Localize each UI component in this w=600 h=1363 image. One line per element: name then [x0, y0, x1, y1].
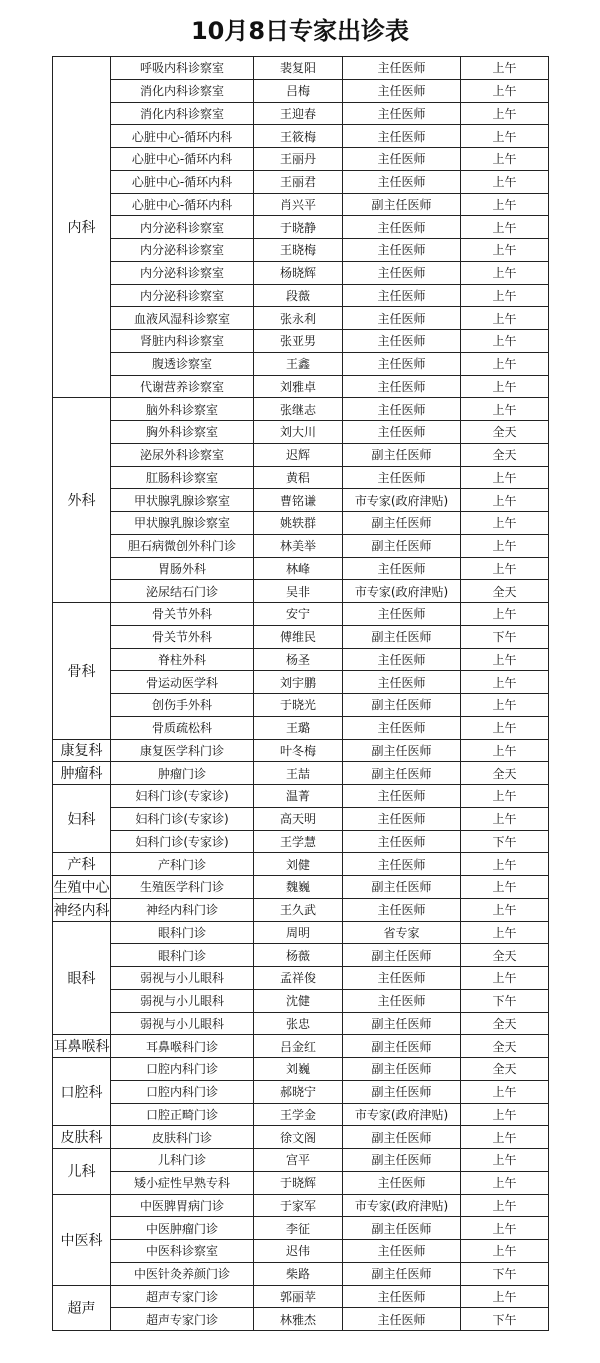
clinic-cell: 弱视与小儿眼科 [111, 989, 254, 1012]
clinic-cell: 泌尿外科诊察室 [111, 443, 254, 466]
table-row [53, 261, 549, 284]
clinic-cell: 代谢营养诊察室 [111, 375, 254, 398]
session-cell: 上午 [461, 512, 549, 535]
title-cell: 主任医师 [343, 307, 461, 330]
session-cell: 上午 [461, 170, 549, 193]
table-row [53, 1126, 549, 1149]
table-row [53, 102, 549, 125]
title-cell: 副主任医师 [343, 193, 461, 216]
doctor-cell: 张继志 [254, 398, 343, 421]
clinic-cell: 脑外科诊察室 [111, 398, 254, 421]
title-cell: 主任医师 [343, 284, 461, 307]
clinic-cell: 中医肿瘤门诊 [111, 1217, 254, 1240]
table-row [53, 739, 549, 762]
doctor-cell: 吕梅 [254, 79, 343, 102]
doctor-cell: 王晓梅 [254, 239, 343, 262]
title-cell: 副主任医师 [343, 1126, 461, 1149]
title-cell: 主任医师 [343, 466, 461, 489]
clinic-cell: 眼科门诊 [111, 921, 254, 944]
doctor-cell: 李征 [254, 1217, 343, 1240]
title-cell: 副主任医师 [343, 625, 461, 648]
clinic-cell: 甲状腺乳腺诊察室 [111, 512, 254, 535]
title-cell: 市专家(政府津贴) [343, 580, 461, 603]
session-cell: 下午 [461, 989, 549, 1012]
session-cell: 全天 [461, 1058, 549, 1081]
title-cell: 主任医师 [343, 148, 461, 171]
department-cell: 口腔科 [53, 1058, 111, 1126]
doctor-cell: 吴非 [254, 580, 343, 603]
department-cell: 妇科 [53, 785, 111, 853]
clinic-cell: 肾脏内科诊察室 [111, 330, 254, 353]
table-row [53, 830, 549, 853]
table-row [53, 580, 549, 603]
doctor-cell: 于晓辉 [254, 1171, 343, 1194]
session-cell: 下午 [461, 830, 549, 853]
doctor-cell: 刘大川 [254, 421, 343, 444]
clinic-cell: 生殖医学科门诊 [111, 876, 254, 899]
session-cell: 上午 [461, 921, 549, 944]
doctor-cell: 张永利 [254, 307, 343, 330]
title-cell: 主任医师 [343, 102, 461, 125]
table-row [53, 193, 549, 216]
session-cell: 上午 [461, 807, 549, 830]
clinic-cell: 胃肠外科 [111, 557, 254, 580]
doctor-cell: 王鑫 [254, 352, 343, 375]
department-cell: 皮肤科 [53, 1126, 111, 1149]
clinic-cell: 口腔内科门诊 [111, 1058, 254, 1081]
table-row [53, 1080, 549, 1103]
clinic-cell: 肿瘤门诊 [111, 762, 254, 785]
title-cell: 副主任医师 [343, 512, 461, 535]
department-cell: 内科 [53, 57, 111, 398]
title-cell: 副主任医师 [343, 944, 461, 967]
clinic-cell: 心脏中心-循环内科 [111, 125, 254, 148]
doctor-cell: 刘健 [254, 853, 343, 876]
session-cell: 上午 [461, 216, 549, 239]
doctor-cell: 宫平 [254, 1149, 343, 1172]
title-cell: 主任医师 [343, 57, 461, 80]
clinic-cell: 弱视与小儿眼科 [111, 1012, 254, 1035]
doctor-cell: 肖兴平 [254, 193, 343, 216]
doctor-cell: 王喆 [254, 762, 343, 785]
table-row [53, 1262, 549, 1285]
session-cell: 下午 [461, 1262, 549, 1285]
doctor-cell: 曹铭谦 [254, 489, 343, 512]
table-row [53, 1058, 549, 1081]
session-cell: 上午 [461, 102, 549, 125]
title-cell: 主任医师 [343, 1308, 461, 1331]
session-cell: 上午 [461, 967, 549, 990]
table-row [53, 1103, 549, 1126]
title-cell: 主任医师 [343, 398, 461, 421]
title-cell: 市专家(政府津贴) [343, 1194, 461, 1217]
title-cell: 副主任医师 [343, 762, 461, 785]
clinic-cell: 腹透诊察室 [111, 352, 254, 375]
session-cell: 下午 [461, 1308, 549, 1331]
title-cell: 主任医师 [343, 830, 461, 853]
table-row [53, 421, 549, 444]
title-cell: 市专家(政府津贴) [343, 489, 461, 512]
session-cell: 上午 [461, 489, 549, 512]
doctor-cell: 徐文阁 [254, 1126, 343, 1149]
clinic-cell: 心脏中心-循环内科 [111, 148, 254, 171]
table-row [53, 57, 549, 80]
session-cell: 上午 [461, 307, 549, 330]
table-row [53, 671, 549, 694]
session-cell: 上午 [461, 739, 549, 762]
title-cell: 主任医师 [343, 785, 461, 808]
session-cell: 下午 [461, 625, 549, 648]
session-cell: 上午 [461, 1080, 549, 1103]
table-row [53, 1149, 549, 1172]
session-cell: 上午 [461, 785, 549, 808]
clinic-cell: 骨关节外科 [111, 603, 254, 626]
session-cell: 全天 [461, 762, 549, 785]
clinic-cell: 消化内科诊察室 [111, 79, 254, 102]
table-row [53, 216, 549, 239]
table-row [53, 1194, 549, 1217]
department-cell: 中医科 [53, 1194, 111, 1285]
table-row [53, 1240, 549, 1263]
doctor-cell: 于晓静 [254, 216, 343, 239]
title-cell: 副主任医师 [343, 1262, 461, 1285]
title-cell: 主任医师 [343, 1171, 461, 1194]
session-cell: 上午 [461, 330, 549, 353]
title-cell: 主任医师 [343, 648, 461, 671]
table-row [53, 603, 549, 626]
session-cell: 上午 [461, 1217, 549, 1240]
table-row [53, 170, 549, 193]
department-cell: 骨科 [53, 603, 111, 740]
clinic-cell: 皮肤科门诊 [111, 1126, 254, 1149]
clinic-cell: 妇科门诊(专家诊) [111, 807, 254, 830]
session-cell: 上午 [461, 716, 549, 739]
clinic-cell: 超声专家门诊 [111, 1285, 254, 1308]
clinic-cell: 眼科门诊 [111, 944, 254, 967]
department-cell: 生殖中心 [53, 876, 111, 899]
doctor-cell: 王璐 [254, 716, 343, 739]
table-row [53, 785, 549, 808]
session-cell: 上午 [461, 239, 549, 262]
session-cell: 全天 [461, 1035, 549, 1058]
session-cell: 上午 [461, 148, 549, 171]
clinic-cell: 骨运动医学科 [111, 671, 254, 694]
doctor-cell: 郭丽苹 [254, 1285, 343, 1308]
clinic-cell: 胆石病微创外科门诊 [111, 534, 254, 557]
clinic-cell: 妇科门诊(专家诊) [111, 785, 254, 808]
title-cell: 主任医师 [343, 967, 461, 990]
session-cell: 上午 [461, 534, 549, 557]
title-cell: 主任医师 [343, 261, 461, 284]
table-row [53, 398, 549, 421]
title-cell: 主任医师 [343, 807, 461, 830]
department-cell: 康复科 [53, 739, 111, 762]
title-cell: 主任医师 [343, 716, 461, 739]
doctor-cell: 杨晓辉 [254, 261, 343, 284]
doctor-cell: 王丽丹 [254, 148, 343, 171]
table-row [53, 375, 549, 398]
table-row [53, 989, 549, 1012]
doctor-cell: 于晓光 [254, 694, 343, 717]
session-cell: 全天 [461, 580, 549, 603]
clinic-cell: 胸外科诊察室 [111, 421, 254, 444]
clinic-cell: 内分泌科诊察室 [111, 261, 254, 284]
doctor-cell: 王学金 [254, 1103, 343, 1126]
table-row [53, 944, 549, 967]
session-cell: 上午 [461, 1149, 549, 1172]
table-row [53, 330, 549, 353]
clinic-cell: 内分泌科诊察室 [111, 284, 254, 307]
clinic-cell: 甲状腺乳腺诊察室 [111, 489, 254, 512]
title-cell: 主任医师 [343, 603, 461, 626]
clinic-cell: 超声专家门诊 [111, 1308, 254, 1331]
title-cell: 副主任医师 [343, 739, 461, 762]
session-cell: 上午 [461, 1285, 549, 1308]
clinic-cell: 心脏中心-循环内科 [111, 170, 254, 193]
table-row [53, 489, 549, 512]
clinic-cell: 骨关节外科 [111, 625, 254, 648]
doctor-cell: 柴路 [254, 1262, 343, 1285]
title-cell: 主任医师 [343, 125, 461, 148]
clinic-cell: 矮小症性早熟专科 [111, 1171, 254, 1194]
table-row [53, 125, 549, 148]
clinic-cell: 口腔正畸门诊 [111, 1103, 254, 1126]
doctor-cell: 高天明 [254, 807, 343, 830]
clinic-cell: 产科门诊 [111, 853, 254, 876]
doctor-cell: 姚轶群 [254, 512, 343, 535]
doctor-cell: 段薇 [254, 284, 343, 307]
clinic-cell: 心脏中心-循环内科 [111, 193, 254, 216]
table-row [53, 648, 549, 671]
session-cell: 上午 [461, 1103, 549, 1126]
doctor-cell: 温菁 [254, 785, 343, 808]
doctor-cell: 王丽君 [254, 170, 343, 193]
title-cell: 主任医师 [343, 671, 461, 694]
session-cell: 上午 [461, 79, 549, 102]
clinic-cell: 神经内科门诊 [111, 898, 254, 921]
doctor-cell: 刘雅卓 [254, 375, 343, 398]
doctor-cell: 王学慧 [254, 830, 343, 853]
clinic-cell: 消化内科诊察室 [111, 102, 254, 125]
title-cell: 副主任医师 [343, 876, 461, 899]
doctor-cell: 傅维民 [254, 625, 343, 648]
session-cell: 上午 [461, 352, 549, 375]
session-cell: 上午 [461, 375, 549, 398]
session-cell: 上午 [461, 1171, 549, 1194]
clinic-cell: 血液风湿科诊察室 [111, 307, 254, 330]
table-row [53, 307, 549, 330]
session-cell: 上午 [461, 694, 549, 717]
department-cell: 神经内科 [53, 898, 111, 921]
doctor-cell: 王久武 [254, 898, 343, 921]
title-cell: 副主任医师 [343, 1012, 461, 1035]
doctor-cell: 张忠 [254, 1012, 343, 1035]
department-cell: 超声 [53, 1285, 111, 1331]
table-row [53, 1285, 549, 1308]
doctor-cell: 黄稆 [254, 466, 343, 489]
clinic-cell: 弱视与小儿眼科 [111, 967, 254, 990]
session-cell: 全天 [461, 443, 549, 466]
doctor-cell: 林雅杰 [254, 1308, 343, 1331]
session-cell: 全天 [461, 421, 549, 444]
session-cell: 上午 [461, 648, 549, 671]
title-cell: 主任医师 [343, 898, 461, 921]
doctor-cell: 安宁 [254, 603, 343, 626]
doctor-cell: 迟辉 [254, 443, 343, 466]
doctor-cell: 魏巍 [254, 876, 343, 899]
doctor-cell: 周明 [254, 921, 343, 944]
table-row [53, 967, 549, 990]
table-row [53, 466, 549, 489]
table-row [53, 762, 549, 785]
session-cell: 上午 [461, 398, 549, 421]
title-cell: 副主任医师 [343, 694, 461, 717]
title-cell: 主任医师 [343, 989, 461, 1012]
clinic-cell: 中医针灸养颜门诊 [111, 1262, 254, 1285]
table-row [53, 284, 549, 307]
table-row [53, 694, 549, 717]
table-row [53, 512, 549, 535]
table-row [53, 1308, 549, 1331]
clinic-cell: 儿科门诊 [111, 1149, 254, 1172]
clinic-cell: 口腔内科门诊 [111, 1080, 254, 1103]
table-row [53, 239, 549, 262]
table-row [53, 853, 549, 876]
department-cell: 产科 [53, 853, 111, 876]
page-title: 10月8日专家出诊表 [190, 17, 410, 45]
doctor-cell: 杨圣 [254, 648, 343, 671]
doctor-cell: 郝晓宁 [254, 1080, 343, 1103]
clinic-cell: 中医脾胃病门诊 [111, 1194, 254, 1217]
title-cell: 主任医师 [343, 79, 461, 102]
session-cell: 上午 [461, 1194, 549, 1217]
department-cell: 耳鼻喉科 [53, 1035, 111, 1058]
clinic-cell: 创伤手外科 [111, 694, 254, 717]
session-cell: 全天 [461, 1012, 549, 1035]
doctor-cell: 于家军 [254, 1194, 343, 1217]
table-row [53, 1035, 549, 1058]
title-cell: 主任医师 [343, 853, 461, 876]
title-cell: 主任医师 [343, 352, 461, 375]
doctor-cell: 沈健 [254, 989, 343, 1012]
session-cell: 上午 [461, 876, 549, 899]
table-row [53, 1012, 549, 1035]
clinic-cell: 耳鼻喉科门诊 [111, 1035, 254, 1058]
session-cell: 上午 [461, 284, 549, 307]
session-cell: 上午 [461, 671, 549, 694]
table-row [53, 534, 549, 557]
doctor-cell: 杨薇 [254, 944, 343, 967]
session-cell: 上午 [461, 125, 549, 148]
session-cell: 全天 [461, 944, 549, 967]
table-row [53, 807, 549, 830]
department-cell: 儿科 [53, 1149, 111, 1195]
clinic-cell: 呼吸内科诊察室 [111, 57, 254, 80]
table-row [53, 1217, 549, 1240]
table-row [53, 443, 549, 466]
doctor-cell: 孟祥俊 [254, 967, 343, 990]
title-cell: 主任医师 [343, 1240, 461, 1263]
doctor-cell: 林美举 [254, 534, 343, 557]
schedule-table [52, 56, 549, 1331]
doctor-cell: 裴复阳 [254, 57, 343, 80]
doctor-cell: 张亚男 [254, 330, 343, 353]
title-cell: 副主任医师 [343, 1080, 461, 1103]
clinic-cell: 肛肠科诊察室 [111, 466, 254, 489]
table-row [53, 716, 549, 739]
session-cell: 上午 [461, 193, 549, 216]
doctor-cell: 叶冬梅 [254, 739, 343, 762]
title-cell: 主任医师 [343, 330, 461, 353]
session-cell: 上午 [461, 557, 549, 580]
doctor-cell: 刘巍 [254, 1058, 343, 1081]
department-cell: 外科 [53, 398, 111, 603]
department-cell: 眼科 [53, 921, 111, 1035]
session-cell: 上午 [461, 898, 549, 921]
doctor-cell: 王迎春 [254, 102, 343, 125]
table-row [53, 625, 549, 648]
title-cell: 副主任医师 [343, 443, 461, 466]
table-row [53, 1171, 549, 1194]
title-cell: 主任医师 [343, 239, 461, 262]
doctor-cell: 刘宇鹏 [254, 671, 343, 694]
session-cell: 上午 [461, 853, 549, 876]
table-row [53, 79, 549, 102]
session-cell: 上午 [461, 1126, 549, 1149]
table-row [53, 557, 549, 580]
clinic-cell: 中医科诊察室 [111, 1240, 254, 1263]
title-cell: 副主任医师 [343, 1217, 461, 1240]
doctor-cell: 王筱梅 [254, 125, 343, 148]
title-cell: 副主任医师 [343, 1058, 461, 1081]
doctor-cell: 林峰 [254, 557, 343, 580]
session-cell: 上午 [461, 603, 549, 626]
title-cell: 主任医师 [343, 375, 461, 398]
title-cell: 副主任医师 [343, 1035, 461, 1058]
session-cell: 上午 [461, 466, 549, 489]
session-cell: 上午 [461, 57, 549, 80]
title-cell: 副主任医师 [343, 534, 461, 557]
clinic-cell: 康复医学科门诊 [111, 739, 254, 762]
title-cell: 省专家 [343, 921, 461, 944]
clinic-cell: 骨质疏松科 [111, 716, 254, 739]
title-cell: 市专家(政府津贴) [343, 1103, 461, 1126]
clinic-cell: 脊柱外科 [111, 648, 254, 671]
clinic-cell: 妇科门诊(专家诊) [111, 830, 254, 853]
department-cell: 肿瘤科 [53, 762, 111, 785]
title-cell: 副主任医师 [343, 1149, 461, 1172]
doctor-cell: 迟伟 [254, 1240, 343, 1263]
doctor-cell: 吕金红 [254, 1035, 343, 1058]
title-cell: 主任医师 [343, 557, 461, 580]
table-row [53, 876, 549, 899]
clinic-cell: 内分泌科诊察室 [111, 239, 254, 262]
table-row [53, 148, 549, 171]
schedule-body [53, 57, 549, 1331]
title-cell: 主任医师 [343, 216, 461, 239]
title-cell: 主任医师 [343, 421, 461, 444]
table-row [53, 352, 549, 375]
session-cell: 上午 [461, 1240, 549, 1263]
clinic-cell: 泌尿结石门诊 [111, 580, 254, 603]
table-row [53, 921, 549, 944]
title-cell: 主任医师 [343, 1285, 461, 1308]
title-cell: 主任医师 [343, 170, 461, 193]
clinic-cell: 内分泌科诊察室 [111, 216, 254, 239]
session-cell: 上午 [461, 261, 549, 284]
table-row [53, 898, 549, 921]
